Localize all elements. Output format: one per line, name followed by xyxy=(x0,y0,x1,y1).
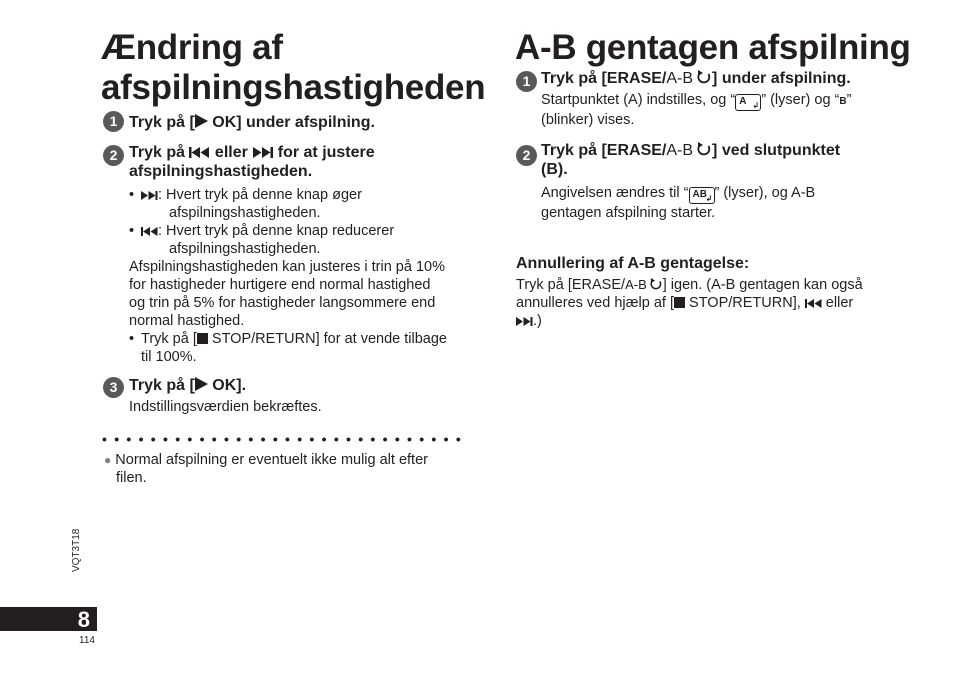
right-step2-text: Tryk på [ERASE/A-B ] ved slutpunktet (B). xyxy=(541,142,841,178)
stop-icon xyxy=(197,333,208,344)
step-number-2: 2 xyxy=(516,145,537,166)
display-ab-indicator: AB ↲ xyxy=(689,187,715,204)
right-title: A-B gentagen afspilning xyxy=(515,28,911,67)
skip-forward-icon xyxy=(252,147,273,158)
skip-forward-icon xyxy=(141,191,158,200)
step-number-1: 1 xyxy=(103,111,124,132)
skip-forward-icon xyxy=(516,317,533,326)
left-title xyxy=(101,28,485,108)
left-step2-text: Tryk på eller for at justere afspilningshastigheden. xyxy=(129,144,375,180)
sub-page-number: 114 xyxy=(79,635,95,646)
left-step3-desc: Indstillingsværdien bekræftes. xyxy=(129,399,322,415)
dotted-separator: •••••••••••••••••••••••••••••• xyxy=(102,431,469,447)
left-step3-text: Tryk på [ OK]. xyxy=(129,377,247,394)
left-note: ● Normal afspilning er eventuelt ikke mulig alt efter filen. xyxy=(104,452,428,486)
model-code: VQT3T18 xyxy=(71,528,82,572)
skip-back-icon xyxy=(805,299,822,308)
repeat-icon xyxy=(696,142,712,156)
repeat-icon xyxy=(696,70,712,84)
left-title-line2: afspilningshastigheden xyxy=(101,68,486,107)
step-number-1: 1 xyxy=(516,71,537,92)
step-number-3: 3 xyxy=(103,377,124,398)
right-step2-desc: Angivelsen ændres til “ AB ↲ ” (lyser), og A-B gentagen afspilning starter. xyxy=(541,185,816,221)
repeat-icon xyxy=(649,278,663,290)
left-step1-text: Tryk på [ OK] under afspilning. xyxy=(129,114,375,131)
page-number-box xyxy=(0,607,97,631)
page-number: 8 xyxy=(77,607,90,632)
cancel-heading: Annullering af A-B gentagelse: xyxy=(516,255,750,272)
display-a-indicator: A ↲ xyxy=(735,94,761,111)
step-number-2: 2 xyxy=(103,145,124,166)
stop-icon xyxy=(674,297,685,308)
skip-back-icon xyxy=(141,227,158,236)
skip-back-icon xyxy=(189,147,210,158)
left-title-line1: Ændring af xyxy=(101,28,283,67)
right-step1-desc: Startpunktet (A) indstilles, og “ A ↲ ” (lyser) og “B” (blinker) vises. xyxy=(541,92,852,128)
left-step2-details: • : Hvert tryk på denne knap øger afspilningshastigheden. • : Hvert tryk på denne knap reducerer afspilningshastigheden. Afspilningshastigheden kan justeres i trin på 10% for hastigheder hurtigere end normal hastighed og trin på 5% for hastigheder langsommere end normal hastighed. • Tryk på [ STOP/RETURN] for at vende tilbage til 100%. xyxy=(129,187,447,365)
cancel-desc: Tryk på [ERASE/A-B ] igen. (A-B gentagen kan også annulleres ved hjælp af [ STOP/RETURN], eller .) xyxy=(516,277,863,329)
play-icon xyxy=(195,114,208,128)
right-step1-text: Tryk på [ERASE/A-B ] under afspilning. xyxy=(541,70,851,87)
play-icon xyxy=(195,377,208,391)
